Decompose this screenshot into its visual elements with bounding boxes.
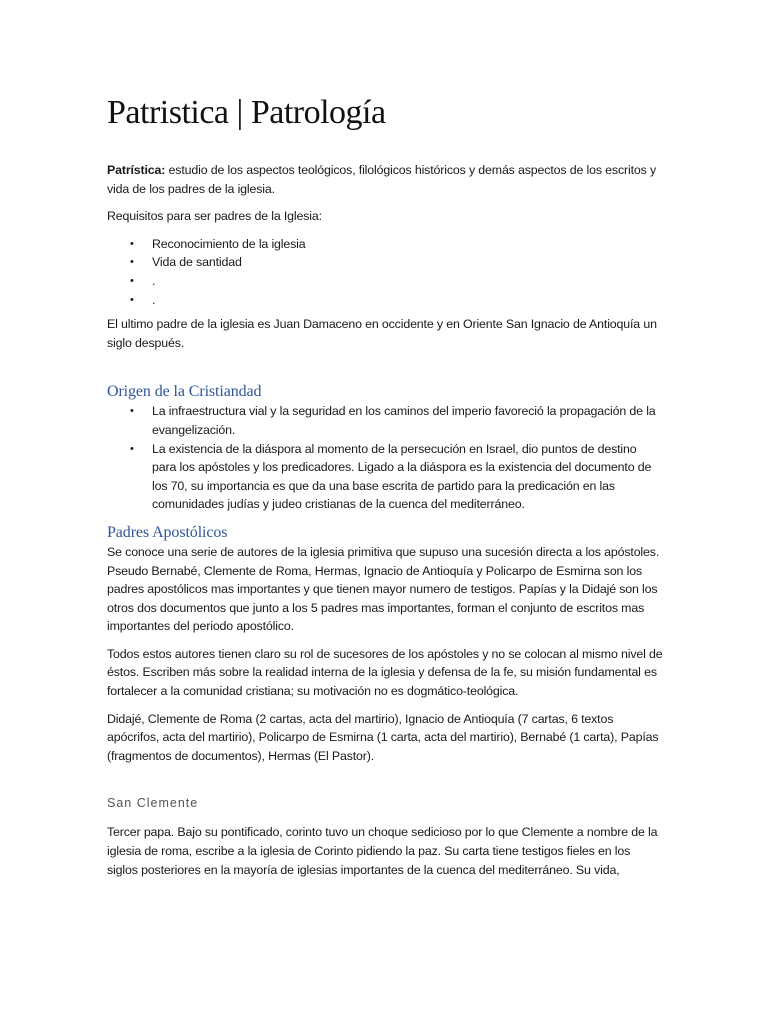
bullet-icon: • xyxy=(130,237,134,250)
patristica-definition-text: estudio de los aspectos teológicos, filológicos históricos y demás aspectos de los escritos y vida de los padres de la iglesia. xyxy=(107,163,656,196)
last-father-paragraph: El ultimo padre de la iglesia es Juan Damaceno en occidente y en Oriente San Ignacio de Antioquía un siglo después. xyxy=(107,317,657,350)
san-clemente-paragraph: Tercer papa. Bajo su pontificado, corinto tuvo un choque sedicioso por lo que Clemente a nombre de la iglesia de roma, escribe a la iglesia de Corinto pidiendo la paz. Su carta tiene testigos fieles en los siglos posteriores en la mayoría de iglesias importantes de la cuenca del mediterráneo. Su vida, xyxy=(107,825,658,877)
document-body xyxy=(107,161,663,888)
bullet-icon: • xyxy=(130,405,134,418)
list-item: • . xyxy=(152,291,663,310)
list-item: • . xyxy=(152,272,663,291)
requisites-heading: Requisitos para ser padres de la Iglesia: xyxy=(107,209,322,224)
origin-heading: Origen de la Cristiandad xyxy=(107,383,262,401)
apostolic-fathers-heading: Padres Apostólicos xyxy=(107,523,228,541)
patristica-definition xyxy=(107,161,663,198)
bullet-icon: • xyxy=(130,274,134,287)
list-item: • La infraestructura vial y la seguridad en los caminos del imperio favoreció la propagación de la evangelización. xyxy=(130,404,656,437)
bullet-icon: • xyxy=(130,442,134,455)
list-item: • La existencia de la diáspora al momento de la persecución en Israel, dio puntos de destino para los apóstoles y los predicadores. Ligado a la diáspora es la existencia del documento de los 70, su importancia es que da una base escrita de partido para la predicación en las comunidades judías y judeo cristianas de la cuenca del mediterráneo. xyxy=(130,441,652,512)
requisites-list xyxy=(107,235,663,309)
patristica-term: Patrística: xyxy=(107,163,166,177)
apostolic-paragraph: Didajé, Clemente de Roma (2 cartas, acta del martirio), Ignacio de Antioquía (7 cartas, 6 textos apócrifos, acta del martirio), Policarpo de Esmirna (1 carta, acta del martirio), Bernabé (1 carta), Papías (fragmentos de documentos), Hermas (El Pastor). xyxy=(107,711,659,763)
san-clemente-heading: San Clemente xyxy=(107,796,199,811)
list-item: • Vida de santidad xyxy=(152,253,663,272)
apostolic-paragraph: Todos estos autores tienen claro su rol de sucesores de los apóstoles y no se colocan al mismo nivel de éstos. Escriben más sobre la realidad interna de la iglesia y defensa de la fe, su misión fundamental es fortalecer a la comunidad cristiana; su motivación no es dogmático-teológica. xyxy=(107,646,663,699)
bullet-icon: • xyxy=(130,256,134,269)
origin-list xyxy=(107,402,663,514)
list-item: • Reconocimiento de la iglesia xyxy=(152,235,663,254)
bullet-icon: • xyxy=(130,293,134,306)
page-title: Patristica | Patrología xyxy=(107,94,386,131)
apostolic-paragraph: Se conoce una serie de autores de la iglesia primitiva que supuso una sucesión directa a los apóstoles. Pseudo Bernabé, Clemente de Roma, Hermas, Ignacio de Antioquía y Policarpo de Esmirna son los padres apostólicos mas importantes y que tienen mayor numero de testigos. Papías y la Didajé son los otros dos documentos que junto a los 5 padres mas importantes, forman el conjunto de escritos mas importantes del periodo apostólico. xyxy=(107,544,660,634)
